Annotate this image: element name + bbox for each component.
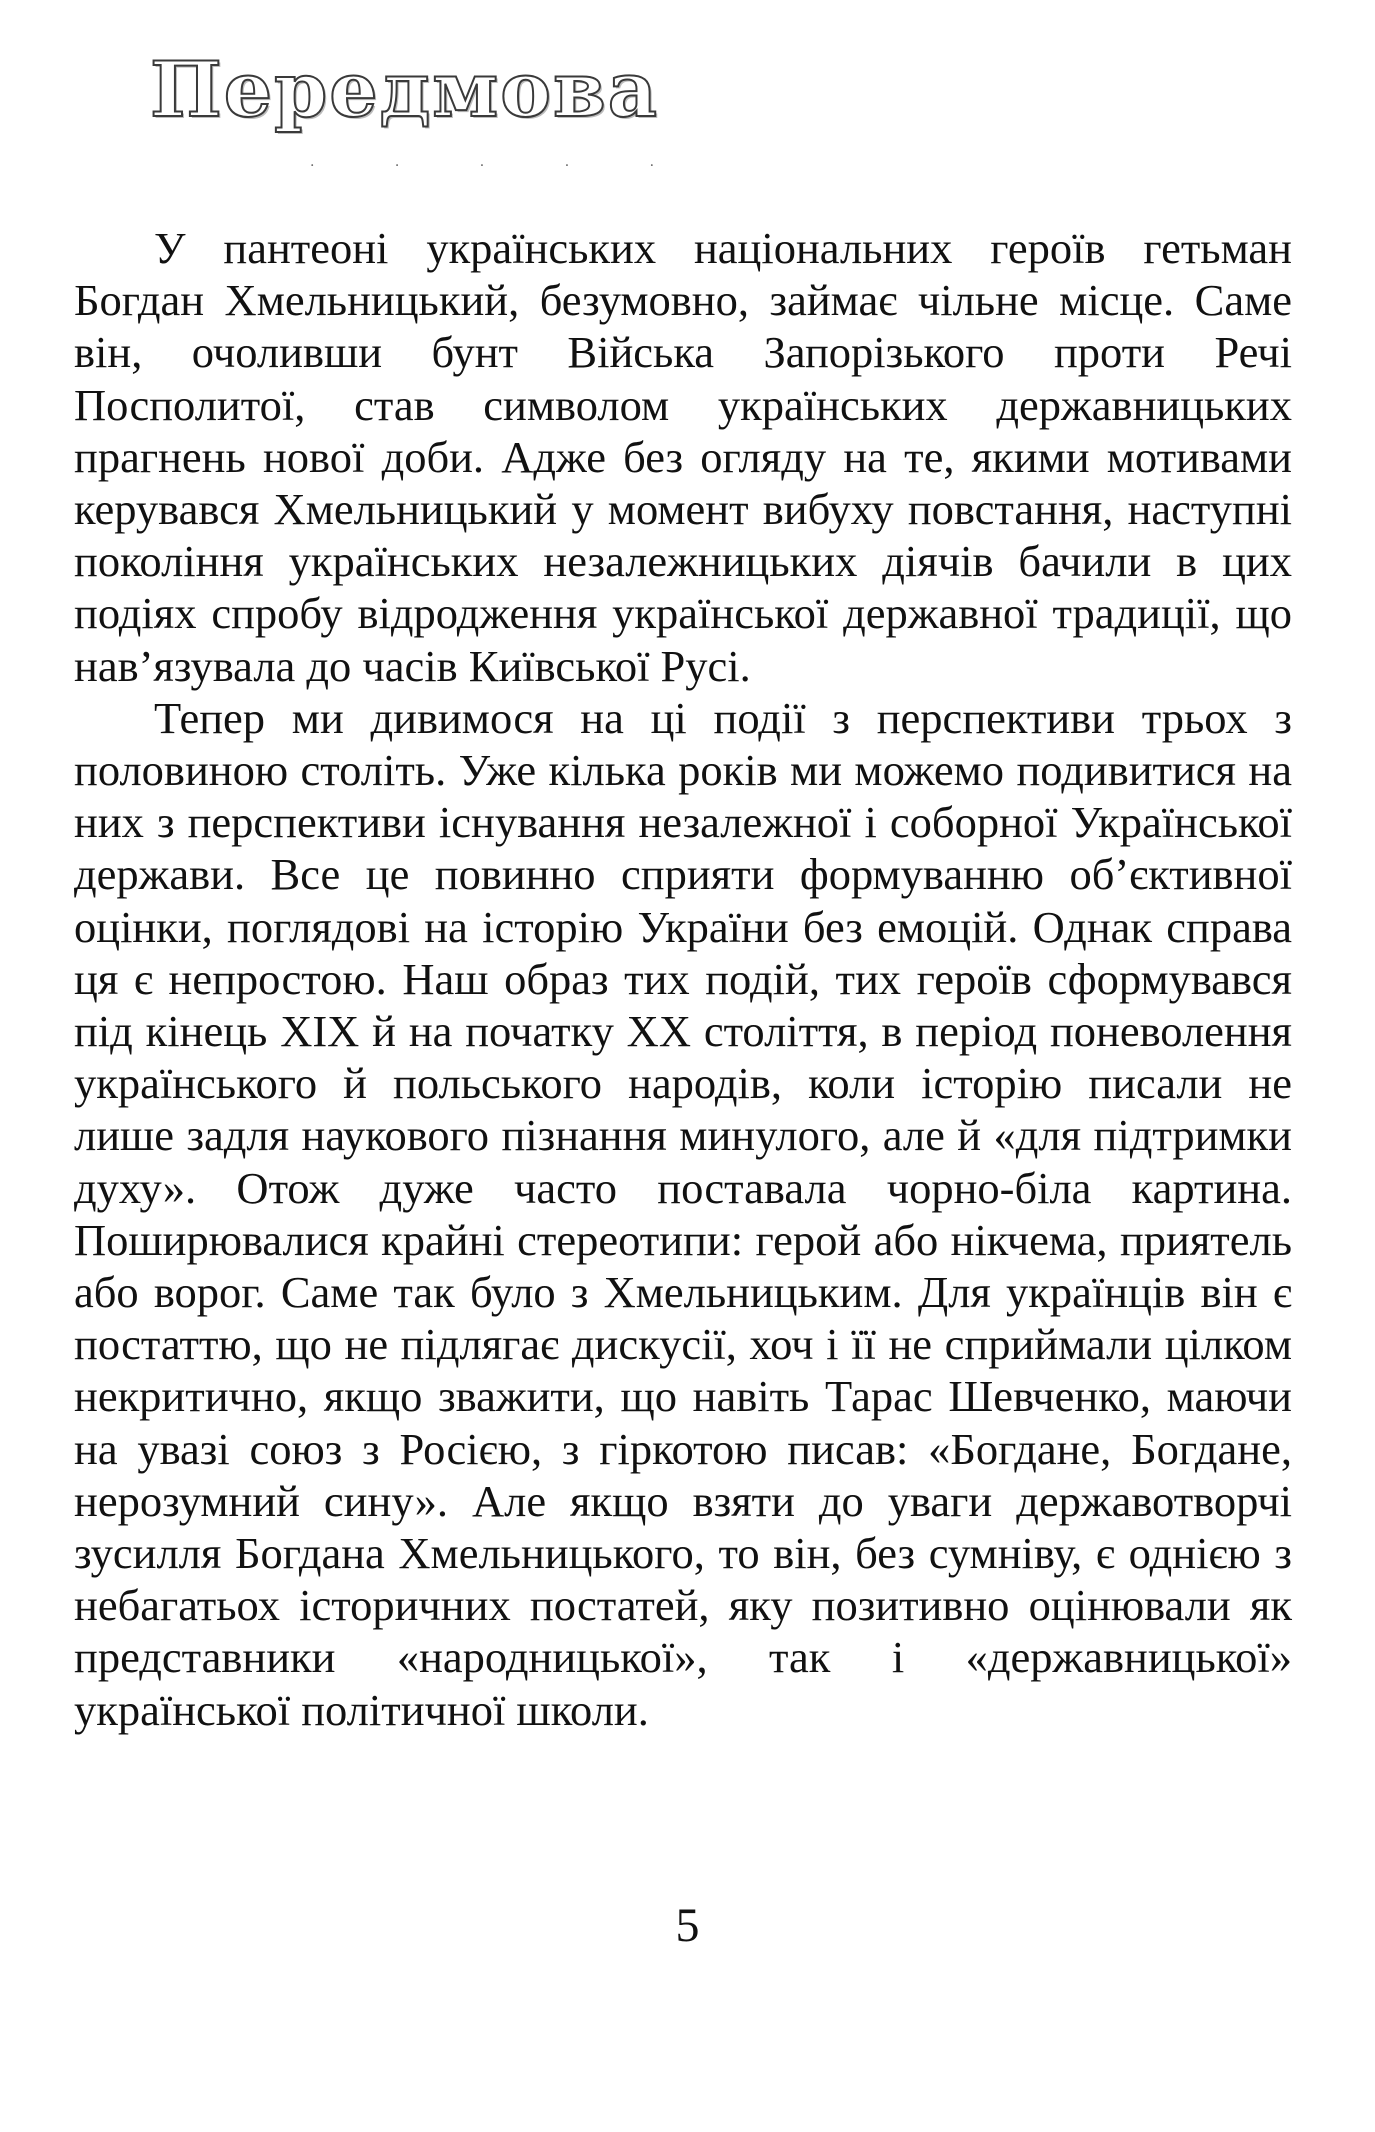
paragraph-1: У пантеоні українських національних героїв гетьман Богдан Хмельницький, безумовно, займає чільне місце. Саме він, очоливши бунт Війська Запорізького проти Речі Посполитої, став символом українських державницьких прагнень нової доби. Адже без огляду на те, якими мотивами керувався Хмельницький у момент вибуху повстання, наступні покоління українських незалежницьких діячів бачили в цих подіях спробу відродження української державної традиції, що нав’язувала до часів Київської Русі. [74,223,1292,691]
body-text [74,222,1292,1736]
paragraph-2: Тепер ми дивимося на ці події з перспективи трьох з половиною століть. Уже кілька років ми можемо подивитися на них з перспективи існування незалежної і соборної Української держави. Все це повинно сприяти формуванню об’єктивної оцінки, поглядові на історію України без емоцій. Однак справа ця є непростою. Наш образ тих подій, тих героїв сформувався під кінець XIX й на початку XX століття, в період поневолення українського й польського народів, коли історію писали не лише задля наукового пізнання минулого, але й «для підтримки духу». Отож дуже часто поставала чорно-біла картина. Поширювалися крайні стереотипи: герой або нікчема, приятель або ворог. Саме так було з Хмельницьким. Для українців він є постаттю, що не підлягає дискусії, хоч і її не сприймали цілком некритично, якщо зважити, що навіть Тарас Шевченко, маючи на увазі союз з Росією, з гіркотою писав: «Богдане, Богдане, нерозумний сину». Але якщо взяти до уваги державотворчі зусилля Богдана Хмельницького, то він, без сумніву, є однією з небагатьох історичних постатей, яку позитивно оцінювали як представники «народницької», так і «державницької» української політичної школи. [74,692,1292,1735]
page-title: Передмова [150,45,660,134]
page-number: 5 [675,1899,700,1952]
title-decoration: · · · · · [310,158,693,174]
